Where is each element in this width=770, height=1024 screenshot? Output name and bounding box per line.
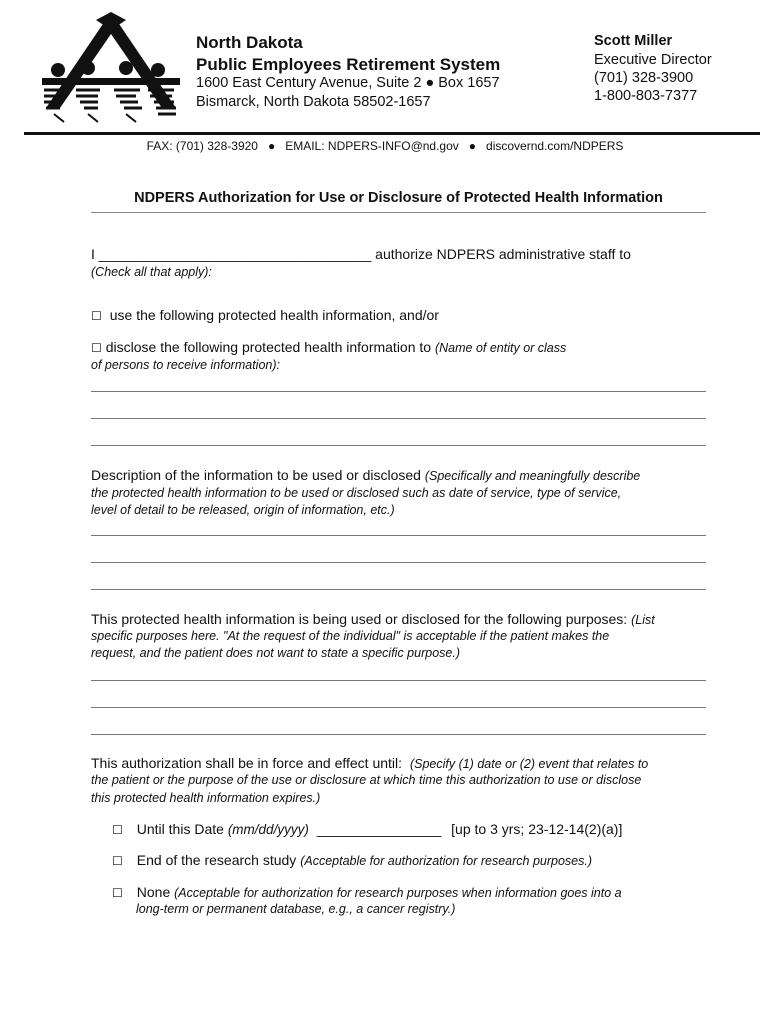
bullet-icon: ● xyxy=(267,139,276,153)
description-line[interactable] xyxy=(91,589,706,590)
address-line2: Bismarck, North Dakota 58502-1657 xyxy=(196,94,431,110)
option-disclose[interactable] xyxy=(91,339,566,355)
authorization-statement: I ___________________________________ authorize NDPERS administrative staff to xyxy=(91,246,631,262)
option-use-label: use the following protected health information, and/or xyxy=(109,307,439,323)
ndpers-logo xyxy=(36,10,186,128)
purpose-line[interactable] xyxy=(91,734,706,735)
checkbox-icon[interactable]: ☐ xyxy=(112,823,123,837)
director-phone: (701) 328-3900 xyxy=(594,70,694,86)
description-note: (Specifically and meaningfully describe xyxy=(424,469,641,483)
description-heading xyxy=(91,467,640,483)
expiry-heading xyxy=(91,755,648,771)
until-date-label: Until this Date xyxy=(136,821,224,837)
recipient-line[interactable] xyxy=(91,418,706,419)
until-date-field[interactable]: ________________ xyxy=(316,821,442,837)
expiry-label: This authorization shall be in force and effect until: xyxy=(91,755,403,771)
org-name-line2: Public Employees Retirement System xyxy=(196,55,501,74)
none-note-cont: long-term or permanent database, e.g., a cancer registry.) xyxy=(136,902,456,916)
recipient-line[interactable] xyxy=(91,445,706,446)
website-link[interactable]: discovernd.com/NDPERS xyxy=(486,139,624,153)
form-title: NDPERS Authorization for Use or Disclosure of Protected Health Information xyxy=(134,190,663,206)
address-line1: 1600 East Century Avenue, Suite 2 ● Box 1657 xyxy=(196,75,500,91)
contact-bar xyxy=(0,139,770,153)
description-note-cont: level of detail to be released, origin of information, etc.) xyxy=(91,503,395,517)
option-disclose-note: (Name of entity or class xyxy=(434,341,567,355)
none-note: (Acceptable for authorization for research purposes when information goes into a xyxy=(174,886,622,900)
purpose-heading xyxy=(91,611,655,627)
header-rule xyxy=(24,132,760,135)
description-label: Description of the information to be used or disclosed xyxy=(91,467,421,483)
expiry-note-cont: this protected health information expires.) xyxy=(91,791,321,805)
description-note-cont: the protected health information to be used or disclosed such as date of service, type of service, xyxy=(91,486,622,500)
option-until-date[interactable] xyxy=(112,821,622,837)
option-disclose-label: disclose the following protected health information to xyxy=(105,339,432,355)
director-tollfree: 1-800-803-7377 xyxy=(594,88,698,104)
description-line[interactable] xyxy=(91,562,706,563)
purpose-label: This protected health information is being used or disclosed for the following purposes: xyxy=(91,611,628,627)
checkbox-icon[interactable]: ☐ xyxy=(91,309,102,323)
director-name: Scott Miller xyxy=(594,33,673,49)
option-disclose-note-cont: of persons to receive information): xyxy=(91,358,280,372)
option-none[interactable] xyxy=(112,884,622,900)
email-link[interactable]: EMAIL: NDPERS-INFO@nd.gov xyxy=(285,139,459,153)
expiry-note: (Specify (1) date or (2) event that relates to xyxy=(409,757,649,771)
purpose-note-cont: specific purposes here. "At the request of the individual" is acceptable if the patient makes the xyxy=(91,629,610,643)
option-use[interactable] xyxy=(91,307,439,323)
checkbox-icon[interactable]: ☐ xyxy=(112,886,123,900)
description-line[interactable] xyxy=(91,535,706,536)
research-note: (Acceptable for authorization for research purposes.) xyxy=(300,854,593,868)
check-all-note: (Check all that apply): xyxy=(91,265,212,279)
fax-text: FAX: (701) 328-3920 xyxy=(146,139,258,153)
org-name-line1: North Dakota xyxy=(196,33,303,52)
none-label: None xyxy=(136,884,171,900)
bullet-icon: ● xyxy=(468,139,477,153)
purpose-line[interactable] xyxy=(91,707,706,708)
purpose-note: (List xyxy=(631,613,655,627)
director-title: Executive Director xyxy=(594,52,712,68)
option-research-end[interactable] xyxy=(112,852,592,868)
expiry-note-cont: the patient or the purpose of the use or disclosure at which time this authorization to use or disclose xyxy=(91,773,642,787)
until-date-format: (mm/dd/yyyy) xyxy=(227,822,309,837)
purpose-note-cont: request, and the patient does not want to state a specific purpose.) xyxy=(91,646,460,660)
checkbox-icon[interactable]: ☐ xyxy=(91,341,102,355)
purpose-line[interactable] xyxy=(91,680,706,681)
research-label: End of the research study xyxy=(136,852,297,868)
until-date-limit: [up to 3 yrs; 23-12-14(2)(a)] xyxy=(451,821,623,837)
checkbox-icon[interactable]: ☐ xyxy=(112,854,123,868)
title-rule xyxy=(91,212,706,213)
recipient-line[interactable] xyxy=(91,391,706,392)
